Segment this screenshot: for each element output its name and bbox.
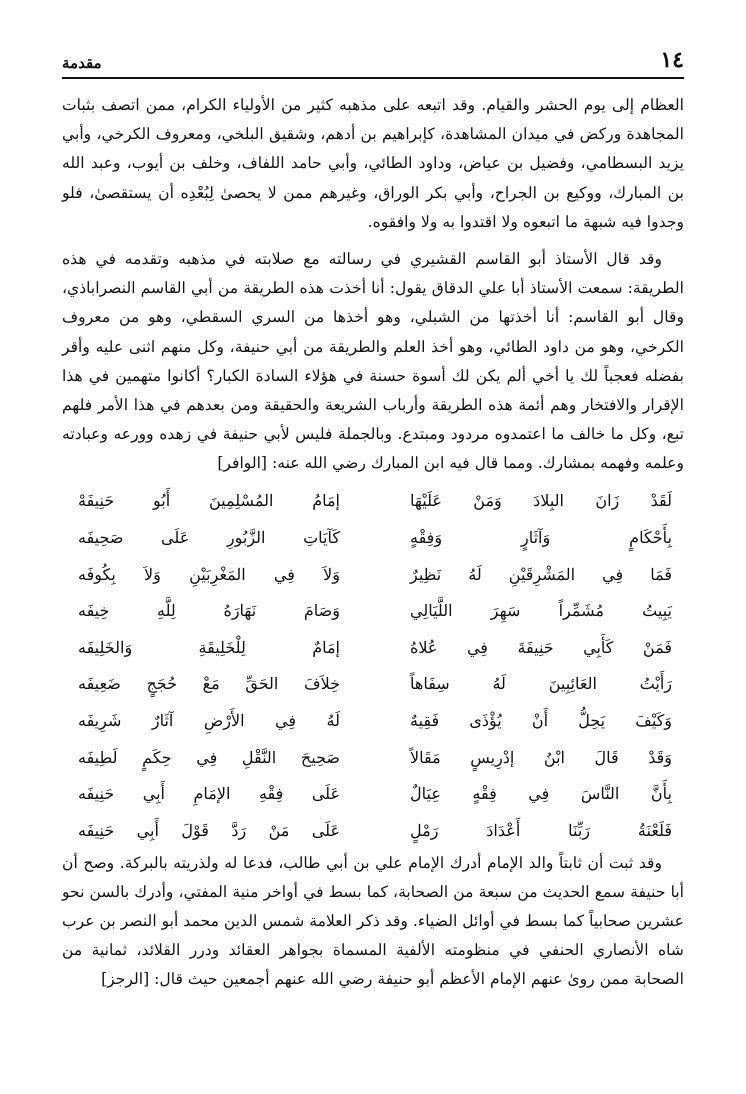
verse-first-half: وَقَدْ قَالَ ابْنُ إدْرِيسٍ مَقَالاً bbox=[410, 747, 672, 767]
verse-second-half: عَلَى مَنْ رَدَّ قَوْلَ أَبِي حَنِيفَه bbox=[78, 820, 340, 840]
verse-first-half: بِأَحْكَامٍ وَآثَارٍ وَفِقْهٍ bbox=[410, 528, 672, 548]
poem-verse bbox=[62, 702, 684, 739]
verse-second-half: إمَامٌ لِلْخَلِيقَةِ وَالخَلِيفَه bbox=[78, 637, 340, 657]
page-number: ١٤ bbox=[660, 47, 684, 73]
verse-second-half: لَهُ فِي الأَرْضِ آثَارٌ شَرِيفَه bbox=[78, 711, 340, 730]
poem-verse bbox=[62, 592, 684, 629]
verse-first-half: فَمَا فِي المَشْرِقَيْنِ لَهُ نَظِيرٌ bbox=[410, 564, 672, 584]
page-header bbox=[62, 44, 684, 74]
poem-verse bbox=[62, 666, 684, 703]
poem-verse bbox=[62, 519, 684, 556]
verse-second-half: كَآيَاتِ الزَّبُورِ عَلَى صَحِيفَه bbox=[78, 528, 340, 548]
paragraph-3: وقد ثبت أن ثابتاً والد الإمام أدرك الإمام علي بن أبي طالب، فدعا له ولذريته بالبركة. وصح أن أبا حنيفة سمع الحديث من سبعة من الصحابة، كما بسط في أواخر منية المفتي، وأدرك بالسن نحو عشرين صحابياً كما بسط في أوائل الضياء. وقد ذكر العلامة شمس الدين محمد أبو النصر بن عرب شاه الأنصاري الحنفي في منظومته الألفية المسماة بجواهر العقائد ودرر القلائد، ثمانية من الصحابة ممن روىٰ عنهم الإمام الأعظم أبو حنيفة رضي الله عنهم أجمعين حيث قال: [الرجز] bbox=[62, 853, 684, 989]
verse-second-half: إمَامُ المُسْلِمِينَ أَبُو حَنِيفَهْ bbox=[78, 491, 340, 511]
verse-second-half: خِلاَفَ الحَقِّ مَعْ حُجَجٍ ضَعِيفَه bbox=[78, 674, 340, 694]
verse-first-half: فَمَنْ كَأَبِي حَنِيفَةَ فِي عُلاهُ bbox=[410, 637, 672, 657]
poem-block bbox=[62, 483, 684, 849]
header-rule bbox=[62, 77, 684, 79]
paragraph-2: وقد قال الأستاذ أبو القاسم القشيري في رسالته مع صلابته في مذهبه وتقدمه في هذه الطريقة: سمعت الأستاذ أبا علي الدقاق يقول: أنا أخذت هذه الطريقة من أبي القاسم النصراباذي، وقال أبو القاسم: أنا أخذتها من الشبلي، وهو أخذها من السري السقطي، وهو من معروف الكرخي، وهو من داود الطائي، وهو أخذ العلم والطريقة من أبي حنيفة، وكل منهم اثنى عليه وأقر بفضله فعجباً لك يا أخي ألم يكن لك أسوة حسنة في هؤلاء السادة الكبار؟ أكانوا متهمين في هذا الإقرار والافتخار وهم أئمة هذه الطريقة وأرباب الشريعة والحقيقة ومن بعدهم في هذا الأمر فلهم تبع، وكل ما خالف ما اعتمدوه مردود ومبتدع. وبالجملة فليس لأبي حنيفة في زهده وورعه وعبادته وعلمه وفهمه بمشارك. ومما قال فيه ابن المبارك رضي الله عنه: [الوافر] bbox=[62, 250, 684, 473]
poem-verse bbox=[62, 775, 684, 812]
verse-second-half: وَلاَ فِي المَغْرِبَيْنِ وَلاَ بِكُوفَه bbox=[78, 564, 340, 584]
verse-first-half: بِأَنَّ النَّاسَ فِي فِقْهٍ عِيَالٌ bbox=[410, 784, 672, 804]
poem-verse bbox=[62, 483, 684, 520]
verse-first-half: فَلَعْنَةُ رَبِّنَا أَعْدَادَ رَمْلٍ bbox=[410, 820, 672, 840]
poem-verse bbox=[62, 629, 684, 666]
document-page bbox=[62, 44, 684, 995]
verse-first-half: رَأَيْتُ العَائِبِينَ لَهُ سِفَاهاً bbox=[410, 674, 672, 694]
poem-verse bbox=[62, 739, 684, 776]
section-title: مقدمة bbox=[62, 54, 102, 72]
verse-second-half: صَحِيحَ النَّقْلِ فِي حِكَمٍ لَطِيفَه bbox=[78, 747, 340, 767]
paragraph-1: العظام إلى يوم الحشر والقيام. وقد اتبعه على مذهبه كثير من الأولياء الكرام، ممن اتصف بثبات المجاهدة وركض في ميدان المشاهدة، كإبراهيم بن أدهم، وشقيق البلخي، ومعروف الكرخي، وأبي يزيد البسطامي، وفضيل بن عياض، وداود الطائي، وأبي حامد اللفاف، وخلف بن أيوب، وعبد الله بن المبارك، ووكيع بن الجراح، وأبي بكر الوراق، وغيرهم ممن لا يحصىٰ لِبُعْدِه أن يستقصىٰ، فلو وجدوا فيه شبهة ما اتبعوه ولا اقتدوا به ولا وافقوه. bbox=[62, 96, 684, 231]
verse-second-half: وَصَامَ نَهَارَهُ لِلَّهِ خِيفَه bbox=[78, 601, 340, 621]
poem-verse bbox=[62, 556, 684, 593]
verse-second-half: عَلَى فِقْهِ الإمَامِ أَبِي حَنِيفَه bbox=[78, 784, 340, 804]
poem-verse bbox=[62, 812, 684, 849]
verse-first-half: يَبِيتُ مُشَمِّراً سَهِرَ اللَّيَالِي bbox=[410, 601, 672, 621]
verse-first-half: لَقَدْ زَانَ البِلادَ وَمَنْ عَلَيْهَا bbox=[410, 491, 672, 511]
verse-first-half: وَكَيْفَ يَحِلُّ أَنْ يُؤْذَى فَقِيهٌ bbox=[410, 711, 672, 730]
